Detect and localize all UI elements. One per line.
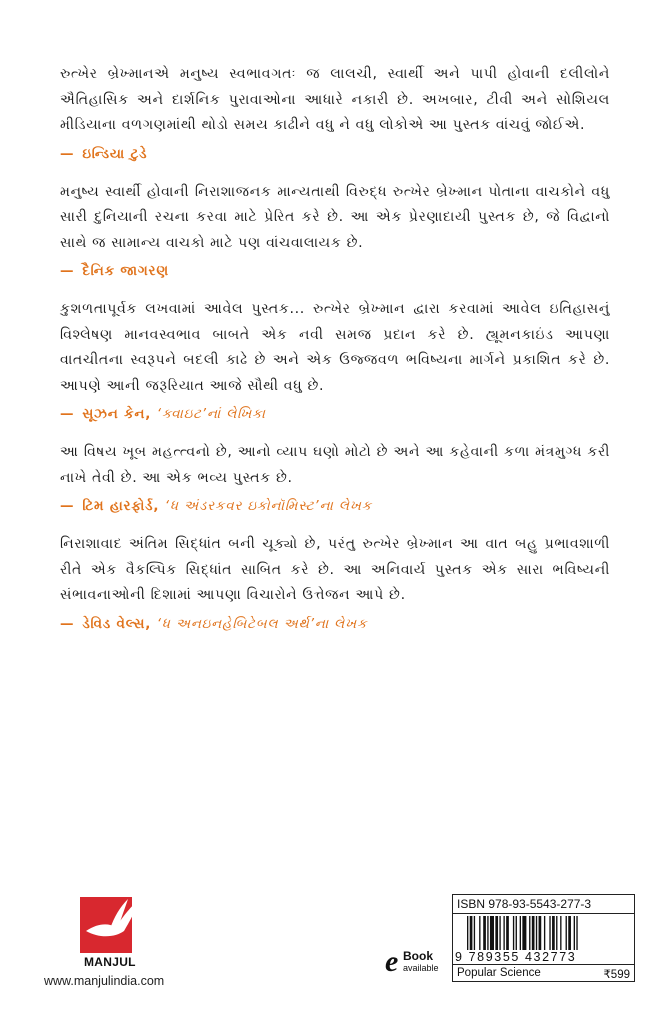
review-source: ટિમ હારફોર્ડ, — [82, 498, 160, 514]
barcode — [453, 914, 634, 964]
isbn-number: ISBN 978-93-5543-277-3 — [453, 895, 634, 914]
ebook-e-icon: e — [385, 945, 399, 978]
review-1 — [60, 62, 610, 162]
review-text: રુત્ખેર બ્રેખ્માનએ મનુષ્ય સ્વભાવગતઃ જ લાલચી, સ્વાર્થી અને પાપી હોવાની દલીલોને ઐતિહાસિક અને દાર્શનિક પુરાવાઓના આધારે નકારી છે. અખબાર, ટીવી અને સોશિયલ મીડિયાના વળગણમાંથી થોડો સમય કાઢીને વધુ ને વધુ લોકોએ આ પુસ્તક વાંચવું જોઈએ. — [60, 66, 610, 133]
book-category: Popular Science — [457, 967, 541, 979]
reviews-section — [60, 62, 610, 650]
dash: — — [60, 263, 75, 279]
review-publication: ‘ધ અંડરકવર ઇકોનૉમિસ્ટ’ના લેખક — [164, 498, 372, 514]
publisher-name: MANJUL — [84, 955, 136, 969]
barcode-digits: 9 789355 432773 — [455, 950, 577, 964]
review-attribution — [60, 146, 610, 162]
ebook-available: available — [403, 963, 439, 973]
review-attribution — [60, 406, 610, 422]
review-attribution — [60, 616, 610, 632]
review-4 — [60, 440, 610, 514]
review-text: કુશળતાપૂર્વક લખવામાં આવેલ પુસ્તક... રુત્ખેર બ્રેખ્માન દ્વારા કરવામાં આવેલ ઇતિહાસનું વિશ્લેષણ માનવસ્વભાવ બાબતે એક નવી સમજ પ્રદાન કરે છે. હ્યૂમનકાઇંડ આપણા વાતચીતના સ્વરૂપને બદલી કાઢે છે અને એક ઉજ્જવળ ભવિષ્યના માર્ગને પ્રકાશિત કરે છે. આપણે આની જરૂરિયાત આજે સૌથી વધુ છે. — [60, 301, 610, 394]
review-2 — [60, 180, 610, 280]
review-5 — [60, 532, 610, 632]
review-text: આ વિષય ખૂબ મહત્ત્વનો છે, આનો વ્યાપ ઘણો મોટો છે અને આ કહેવાની કળા મંત્રમુગ્ધ કરી નાખે તેવી છે. આ એક ભવ્ય પુસ્તક છે. — [60, 444, 610, 486]
barcode-box — [452, 894, 635, 982]
dash: — — [60, 406, 75, 422]
dash: — — [60, 498, 75, 514]
review-text: મનુષ્ય સ્વાર્થી હોવાની નિરાશાજનક માન્યતાથી વિરુદ્ધ રુત્ખેર બ્રેખ્માન પોતાના વાચકોને વધુ સારી દુનિયાની રચના કરવા માટે પ્રેરિત કરે છે. આ એક પ્રેરણાદાયી પુસ્તક છે, જે વિદ્વાનો સાથે જ સામાન્ય વાચકો માટે પણ વાંચવાલાયક છે. — [60, 183, 610, 251]
publisher-block — [36, 893, 206, 988]
review-publication: ‘ક્વાઇટ’નાં લેખિકા — [156, 406, 266, 422]
publisher-url[interactable]: www.manjulindia.com — [44, 974, 165, 988]
review-source: સૂઝન કેન, — [82, 406, 152, 422]
review-source: દૈનિક જાગરણ — [82, 263, 169, 279]
book-price: ₹599 — [603, 969, 630, 981]
review-publication: ‘ધ અનઇનહેબિટેબલ અર્થ’ના લેખક — [156, 615, 368, 632]
barcode-bars-icon — [455, 916, 631, 950]
review-source: ઇન્ડિયા ટુડે — [82, 145, 148, 162]
isbn-footer — [453, 964, 634, 982]
dash: — — [60, 145, 75, 162]
ebook-badge — [385, 947, 447, 977]
review-source: ડેવિડ વેલ્સ, — [82, 615, 152, 632]
review-attribution — [60, 263, 610, 279]
publisher-logo — [80, 893, 142, 953]
review-text: નિરાશાવાદ અંતિમ સિદ્ધાંત બની ચૂક્યો છે, પરંતુ રુત્ખેર બ્રેખ્માન આ વાત બહુ પ્રભાવશાળી રીતે એક વૈકલ્પિક સિદ્ધાંત સાબિત કરે છે. આ અનિવાર્ય પુસ્તક એક સારા ભવિષ્યની સંભાવનાઓની દિશામાં આપણા વિચારોને ઉત્તેજન આપે છે. — [60, 536, 610, 603]
ebook-label: Book — [403, 949, 433, 963]
bird-logo-icon — [80, 893, 142, 953]
dash: — — [60, 615, 75, 632]
review-3 — [60, 297, 610, 422]
review-attribution — [60, 498, 610, 514]
